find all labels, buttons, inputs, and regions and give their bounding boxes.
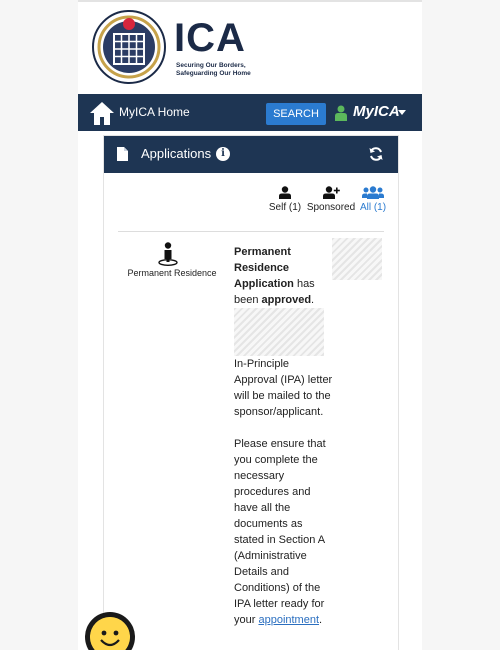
- search-button[interactable]: SEARCH: [266, 103, 326, 125]
- user-plus-icon: [323, 186, 340, 199]
- filter-self-label: Self (1): [268, 202, 302, 213]
- document-icon: [117, 147, 128, 161]
- filter-sponsored[interactable]: [305, 186, 357, 213]
- ica-crest-icon: [92, 10, 166, 84]
- filter-all[interactable]: [353, 186, 393, 213]
- applications-header: [104, 136, 398, 173]
- home-icon[interactable]: [88, 99, 116, 127]
- redacted-area: [332, 238, 382, 280]
- user-icon: [279, 186, 291, 199]
- user-icon[interactable]: [335, 105, 347, 121]
- status-approved: approved: [261, 294, 312, 306]
- application-type-label: Permanent Residence: [127, 268, 217, 278]
- person-standing-icon: [158, 242, 178, 266]
- chevron-down-icon[interactable]: [398, 110, 406, 115]
- info-icon[interactable]: i: [216, 147, 230, 161]
- myica-user-menu[interactable]: MyICA: [353, 103, 400, 120]
- top-navbar: [78, 94, 422, 131]
- status-application-name: Permanent Residence Application: [234, 246, 294, 290]
- status-paragraph-2: In-Principle Approval (IPA) letter will be mailed to the sponsor/applicant.: [234, 358, 333, 418]
- page: [78, 0, 422, 650]
- filter-sponsored-label: Sponsored: [306, 202, 356, 213]
- card-divider: [118, 231, 384, 232]
- top-divider: [78, 0, 422, 2]
- smiley-face-icon: [90, 617, 130, 650]
- applications-title: Applications: [141, 146, 212, 161]
- filter-all-label: All (1): [359, 202, 387, 213]
- myica-home-link[interactable]: MyICA Home: [119, 105, 190, 119]
- tagline-line-1: Securing Our Borders,: [176, 62, 246, 69]
- tagline-line-2: Safeguarding Our Home: [176, 70, 251, 77]
- ica-tagline: [176, 62, 266, 78]
- application-status-message: [234, 244, 334, 644]
- filter-self[interactable]: [263, 186, 307, 213]
- ica-logo[interactable]: [92, 10, 392, 86]
- ica-wordmark: ICA: [174, 16, 246, 60]
- status-paragraph-1: Permanent Residence Application has been approved.: [234, 246, 315, 306]
- status-paragraph-3: Please ensure that you complete the necessary procedures and have all the documents as stated in Section A (Administrative Details and Conditions) of the IPA letter ready for your appointment.: [234, 438, 326, 626]
- users-icon: [362, 186, 384, 199]
- right-gutter: [422, 0, 500, 650]
- applications-card: [103, 135, 399, 650]
- refresh-icon[interactable]: [368, 146, 384, 162]
- appointment-link[interactable]: appointment: [258, 614, 320, 626]
- left-gutter: [0, 0, 78, 650]
